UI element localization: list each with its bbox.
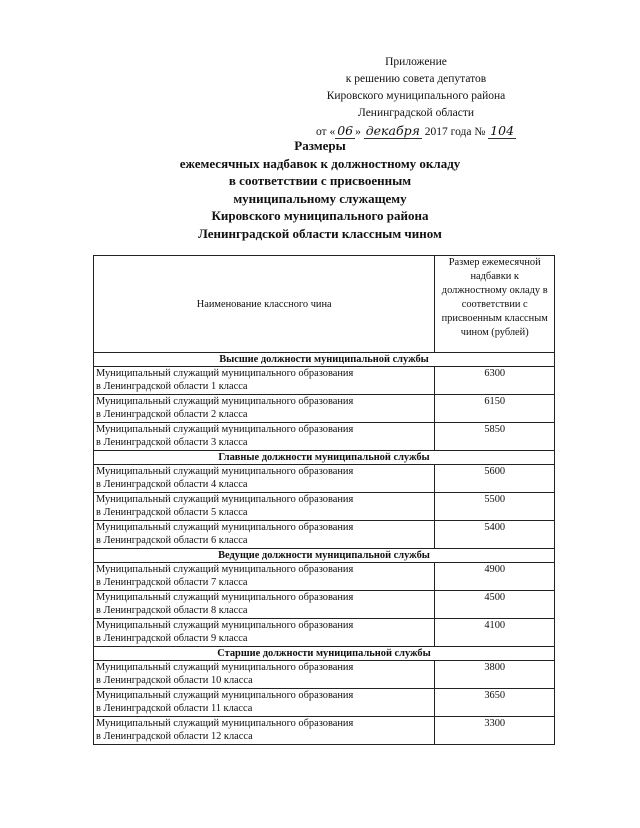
rank-class-line: в Ленинградской области 12 класса	[96, 731, 253, 742]
allowance-value: 4100	[435, 619, 555, 647]
rank-name-cell	[94, 661, 435, 689]
rank-class-line: в Ленинградской области 11 класса	[96, 703, 253, 714]
title-line: муниципальному служащему	[233, 190, 407, 206]
rank-class-line: в Ленинградской области 1 класса	[96, 381, 248, 392]
rank-class-line: в Ленинградской области 2 класса	[96, 409, 248, 420]
year-text: 2017 года №	[424, 126, 486, 138]
table-header-row	[94, 256, 555, 353]
rank-class-line: в Ленинградской области 9 класса	[96, 633, 248, 644]
rank-class-line: в Ленинградской области 10 класса	[96, 675, 253, 686]
title-line: Размеры	[294, 138, 346, 153]
table-row	[94, 591, 555, 619]
rank-name-cell	[94, 619, 435, 647]
allowance-value: 3650	[435, 689, 555, 717]
header-allowance-size: Размер ежемесячной надбавки к должностному окладу в соответствии с присвоенным классным чином (рублей)	[435, 256, 555, 353]
rank-name-cell	[94, 423, 435, 451]
allowance-value: 6150	[435, 395, 555, 423]
rank-name-cell	[94, 367, 435, 395]
section-row	[94, 451, 555, 465]
table-row	[94, 521, 555, 549]
table-row	[94, 493, 555, 521]
section-title: Старшие должности муниципальной службы	[94, 647, 555, 661]
rank-name-cell	[94, 521, 435, 549]
appendix-block	[300, 54, 532, 141]
handwritten-month: декабря	[365, 123, 420, 138]
table-row	[94, 395, 555, 423]
table-row	[94, 661, 555, 689]
allowance-value: 4900	[435, 563, 555, 591]
allowance-value: 5500	[435, 493, 555, 521]
rank-name-line: Муниципальный служащий муниципального образования	[96, 466, 354, 477]
table-row	[94, 423, 555, 451]
rank-name-cell	[94, 395, 435, 423]
table-row	[94, 619, 555, 647]
allowance-value: 3800	[435, 661, 555, 689]
table-row	[94, 563, 555, 591]
rank-name-line: Муниципальный служащий муниципального образования	[96, 494, 354, 505]
table-row	[94, 465, 555, 493]
header-rank-name: Наименование классного чина	[94, 256, 435, 353]
rank-name-cell	[94, 591, 435, 619]
appendix-line: к решению совета депутатов	[345, 73, 487, 85]
rank-class-line: в Ленинградской области 7 класса	[96, 577, 248, 588]
date-prefix: от «	[315, 126, 336, 138]
rank-class-line: в Ленинградской области 4 класса	[96, 479, 248, 490]
section-title: Главные должности муниципальной службы	[94, 451, 555, 465]
rank-name-line: Муниципальный служащий муниципального образования	[96, 620, 354, 631]
handwritten-number: 104	[490, 123, 515, 138]
rank-name-cell	[94, 493, 435, 521]
rank-name-line: Муниципальный служащий муниципального образования	[96, 690, 354, 701]
allowance-value: 6300	[435, 367, 555, 395]
rank-name-line: Муниципальный служащий муниципального образования	[96, 396, 354, 407]
rank-class-line: в Ленинградской области 5 класса	[96, 507, 248, 518]
allowance-value: 4500	[435, 591, 555, 619]
rank-class-line: в Ленинградской области 6 класса	[96, 535, 248, 546]
section-row	[94, 353, 555, 367]
rank-class-line: в Ленинградской области 8 класса	[96, 605, 248, 616]
rank-name-line: Муниципальный служащий муниципального образования	[96, 718, 354, 729]
allowance-value: 5850	[435, 423, 555, 451]
rank-name-line: Муниципальный служащий муниципального образования	[96, 564, 354, 575]
rank-name-cell	[94, 563, 435, 591]
allowance-value: 5400	[435, 521, 555, 549]
handwritten-day: 06	[337, 123, 354, 138]
table-row	[94, 367, 555, 395]
table-row	[94, 717, 555, 745]
allowance-value: 3300	[435, 717, 555, 745]
rank-name-cell	[94, 465, 435, 493]
rank-name-line: Муниципальный служащий муниципального образования	[96, 368, 354, 379]
allowance-value: 5600	[435, 465, 555, 493]
section-row	[94, 549, 555, 563]
rank-name-line: Муниципальный служащий муниципального образования	[96, 662, 354, 673]
title-line: Кировского муниципального района	[211, 208, 429, 223]
section-title: Высшие должности муниципальной службы	[94, 353, 555, 367]
title-line: в соответствии с присвоенным	[228, 173, 412, 188]
title-line: ежемесячных надбавок к должностному окладу	[179, 155, 461, 171]
section-row	[94, 647, 555, 661]
allowance-table	[93, 255, 555, 745]
rank-name-line: Муниципальный служащий муниципального образования	[96, 424, 354, 435]
rank-name-cell	[94, 717, 435, 745]
date-mid: »	[355, 126, 361, 138]
appendix-line: Кировского муниципального района	[326, 90, 506, 102]
rank-name-line: Муниципальный служащий муниципального образования	[96, 522, 354, 533]
appendix-line: Ленинградской области	[357, 107, 475, 119]
appendix-line: Приложение	[385, 56, 447, 68]
rank-name-cell	[94, 689, 435, 717]
rank-class-line: в Ленинградской области 3 класса	[96, 437, 248, 448]
table-row	[94, 689, 555, 717]
section-title: Ведущие должности муниципальной службы	[94, 549, 555, 563]
document-title	[100, 137, 540, 242]
rank-name-line: Муниципальный служащий муниципального образования	[96, 592, 354, 603]
title-line: Ленинградской области классным чином	[198, 225, 442, 241]
